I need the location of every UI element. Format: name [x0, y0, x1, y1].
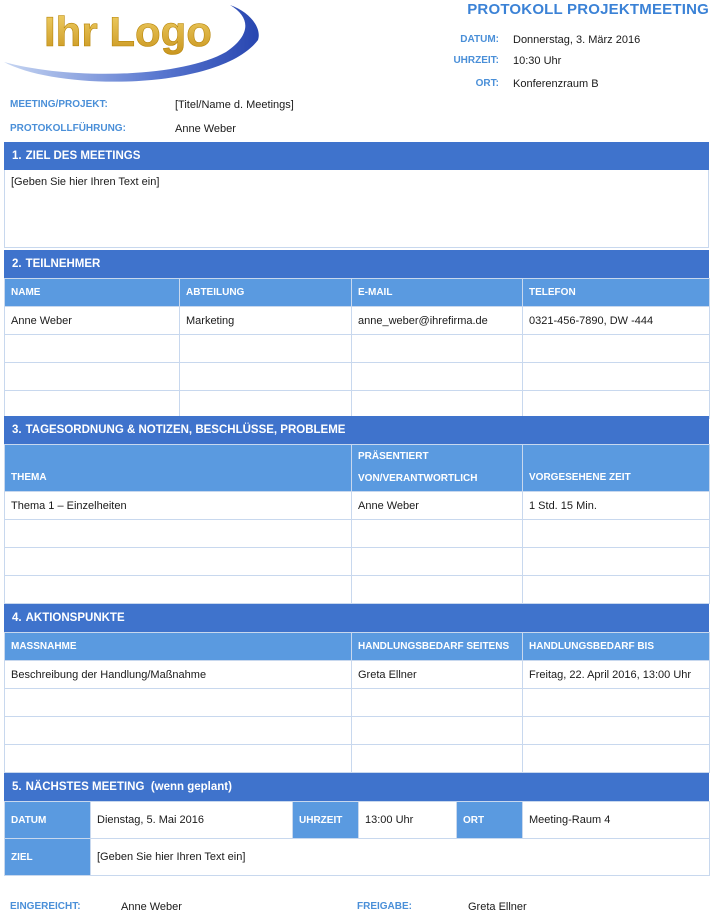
section-participants-header: 2. TEILNEHMER [4, 250, 709, 278]
cell[interactable] [5, 717, 352, 745]
table-row [5, 745, 710, 773]
time-value: 10:30 Uhr [513, 55, 562, 67]
footer [0, 899, 711, 913]
cell[interactable] [5, 689, 352, 717]
next-goal-label: ZIEL [5, 839, 91, 876]
cell[interactable] [523, 335, 710, 363]
cell[interactable] [352, 576, 523, 604]
participants-table [4, 278, 710, 419]
table-row [5, 689, 710, 717]
minutes-taker-row [10, 121, 710, 137]
cell[interactable] [352, 689, 523, 717]
next-location-value[interactable]: Meeting-Raum 4 [523, 802, 710, 839]
cell[interactable]: Marketing [180, 307, 352, 335]
table-row [5, 391, 710, 419]
section-agenda-header: 3. TAGESORDNUNG & NOTIZEN, BESCHLÜSSE, PROBLEME [4, 416, 709, 444]
col-measure: MASSNAHME [5, 633, 352, 661]
section-next-meeting [4, 773, 709, 876]
document-title: PROTOKOLL PROJEKTMEETING [467, 1, 709, 18]
cell[interactable]: Beschreibung der Handlung/Maßnahme [5, 661, 352, 689]
next-date-value[interactable]: Dienstag, 5. Mai 2016 [91, 802, 293, 839]
cell[interactable] [5, 391, 180, 419]
submitted-value[interactable]: Anne Weber [121, 901, 182, 913]
table-row [5, 661, 710, 689]
cell[interactable] [352, 391, 523, 419]
next-time-label: UHRZEIT [293, 802, 359, 839]
table-row [5, 492, 710, 520]
cell[interactable] [352, 717, 523, 745]
header-time-row [0, 53, 711, 69]
cell[interactable] [523, 363, 710, 391]
location-label: ORT: [475, 78, 499, 89]
cell[interactable] [523, 391, 710, 419]
cell[interactable] [523, 520, 710, 548]
section-goal-header: 1. ZIEL DES MEETINGS [4, 142, 709, 170]
header-date-row [0, 32, 711, 48]
col-presented-by: PRÄSENTIERT VON/VERANTWORTLICH [352, 445, 523, 492]
cell[interactable] [523, 576, 710, 604]
cell[interactable] [352, 335, 523, 363]
next-time-value[interactable]: 13:00 Uhr [359, 802, 457, 839]
col-planned-time: VORGESEHENE ZEIT [523, 445, 710, 492]
cell[interactable]: Thema 1 – Einzelheiten [5, 492, 352, 520]
cell[interactable] [352, 363, 523, 391]
table-row [5, 307, 710, 335]
cell[interactable]: Greta Ellner [352, 661, 523, 689]
action-items-table [4, 632, 710, 773]
cell[interactable] [352, 520, 523, 548]
section-participants [4, 250, 709, 419]
cell[interactable]: Freitag, 22. April 2016, 13:00 Uhr [523, 661, 710, 689]
agenda-table [4, 444, 710, 604]
table-row [5, 335, 710, 363]
cell[interactable]: Anne Weber [5, 307, 180, 335]
cell[interactable] [523, 717, 710, 745]
cell[interactable] [352, 548, 523, 576]
cell[interactable] [523, 745, 710, 773]
submitted-label: EINGEREICHT: [10, 901, 81, 912]
header-location-row [0, 76, 711, 92]
cell[interactable] [180, 391, 352, 419]
cell[interactable]: Anne Weber [352, 492, 523, 520]
col-due: HANDLUNGSBEDARF BIS [523, 633, 710, 661]
table-row [5, 520, 710, 548]
minutes-taker-label: PROTOKOLLFÜHRUNG: [10, 123, 126, 134]
table-row [5, 717, 710, 745]
time-label: UHRZEIT: [453, 55, 499, 66]
next-date-label: DATUM [5, 802, 91, 839]
meeting-project-label: MEETING/PROJEKT: [10, 99, 108, 110]
cell[interactable] [352, 745, 523, 773]
approval-label: FREIGABE: [357, 901, 412, 912]
section-action-items [4, 604, 709, 773]
cell[interactable] [523, 548, 710, 576]
cell[interactable]: 0321-456-7890, DW -444 [523, 307, 710, 335]
section-next-meeting-header: 5. NÄCHSTES MEETING (wenn geplant) [4, 773, 709, 801]
col-phone: TELEFON [523, 279, 710, 307]
table-row [5, 363, 710, 391]
logo-text: Ihr Logo [44, 8, 212, 55]
cell[interactable] [5, 745, 352, 773]
location-value: Konferenzraum B [513, 78, 599, 90]
next-meeting-table [4, 801, 710, 876]
table-row [5, 548, 710, 576]
col-name: NAME [5, 279, 180, 307]
cell[interactable]: 1 Std. 15 Min. [523, 492, 710, 520]
cell[interactable] [5, 548, 352, 576]
cell[interactable] [5, 520, 352, 548]
goal-text[interactable]: [Geben Sie hier Ihren Text ein] [4, 170, 709, 248]
section-action-items-header: 4. AKTIONSPUNKTE [4, 604, 709, 632]
meeting-project-row [10, 97, 710, 113]
section-agenda [4, 416, 709, 604]
cell[interactable] [5, 576, 352, 604]
next-location-label: ORT [457, 802, 523, 839]
meeting-project-value[interactable]: [Titel/Name d. Meetings] [175, 99, 294, 111]
col-topic: THEMA [5, 445, 352, 492]
cell[interactable]: anne_weber@ihrefirma.de [352, 307, 523, 335]
date-label: DATUM: [460, 34, 499, 45]
col-department: ABTEILUNG [180, 279, 352, 307]
date-value: Donnerstag, 3. März 2016 [513, 34, 641, 46]
next-goal-value[interactable]: [Geben Sie hier Ihren Text ein] [91, 839, 710, 876]
approval-value[interactable]: Greta Ellner [468, 901, 527, 913]
cell[interactable] [523, 689, 710, 717]
cell[interactable] [180, 363, 352, 391]
cell[interactable] [180, 335, 352, 363]
section-goal [4, 142, 709, 248]
minutes-taker-value[interactable]: Anne Weber [175, 123, 236, 135]
table-row [5, 576, 710, 604]
cell[interactable] [5, 363, 180, 391]
cell[interactable] [5, 335, 180, 363]
col-email: E-MAIL [352, 279, 523, 307]
col-responsible: HANDLUNGSBEDARF SEITENS [352, 633, 523, 661]
